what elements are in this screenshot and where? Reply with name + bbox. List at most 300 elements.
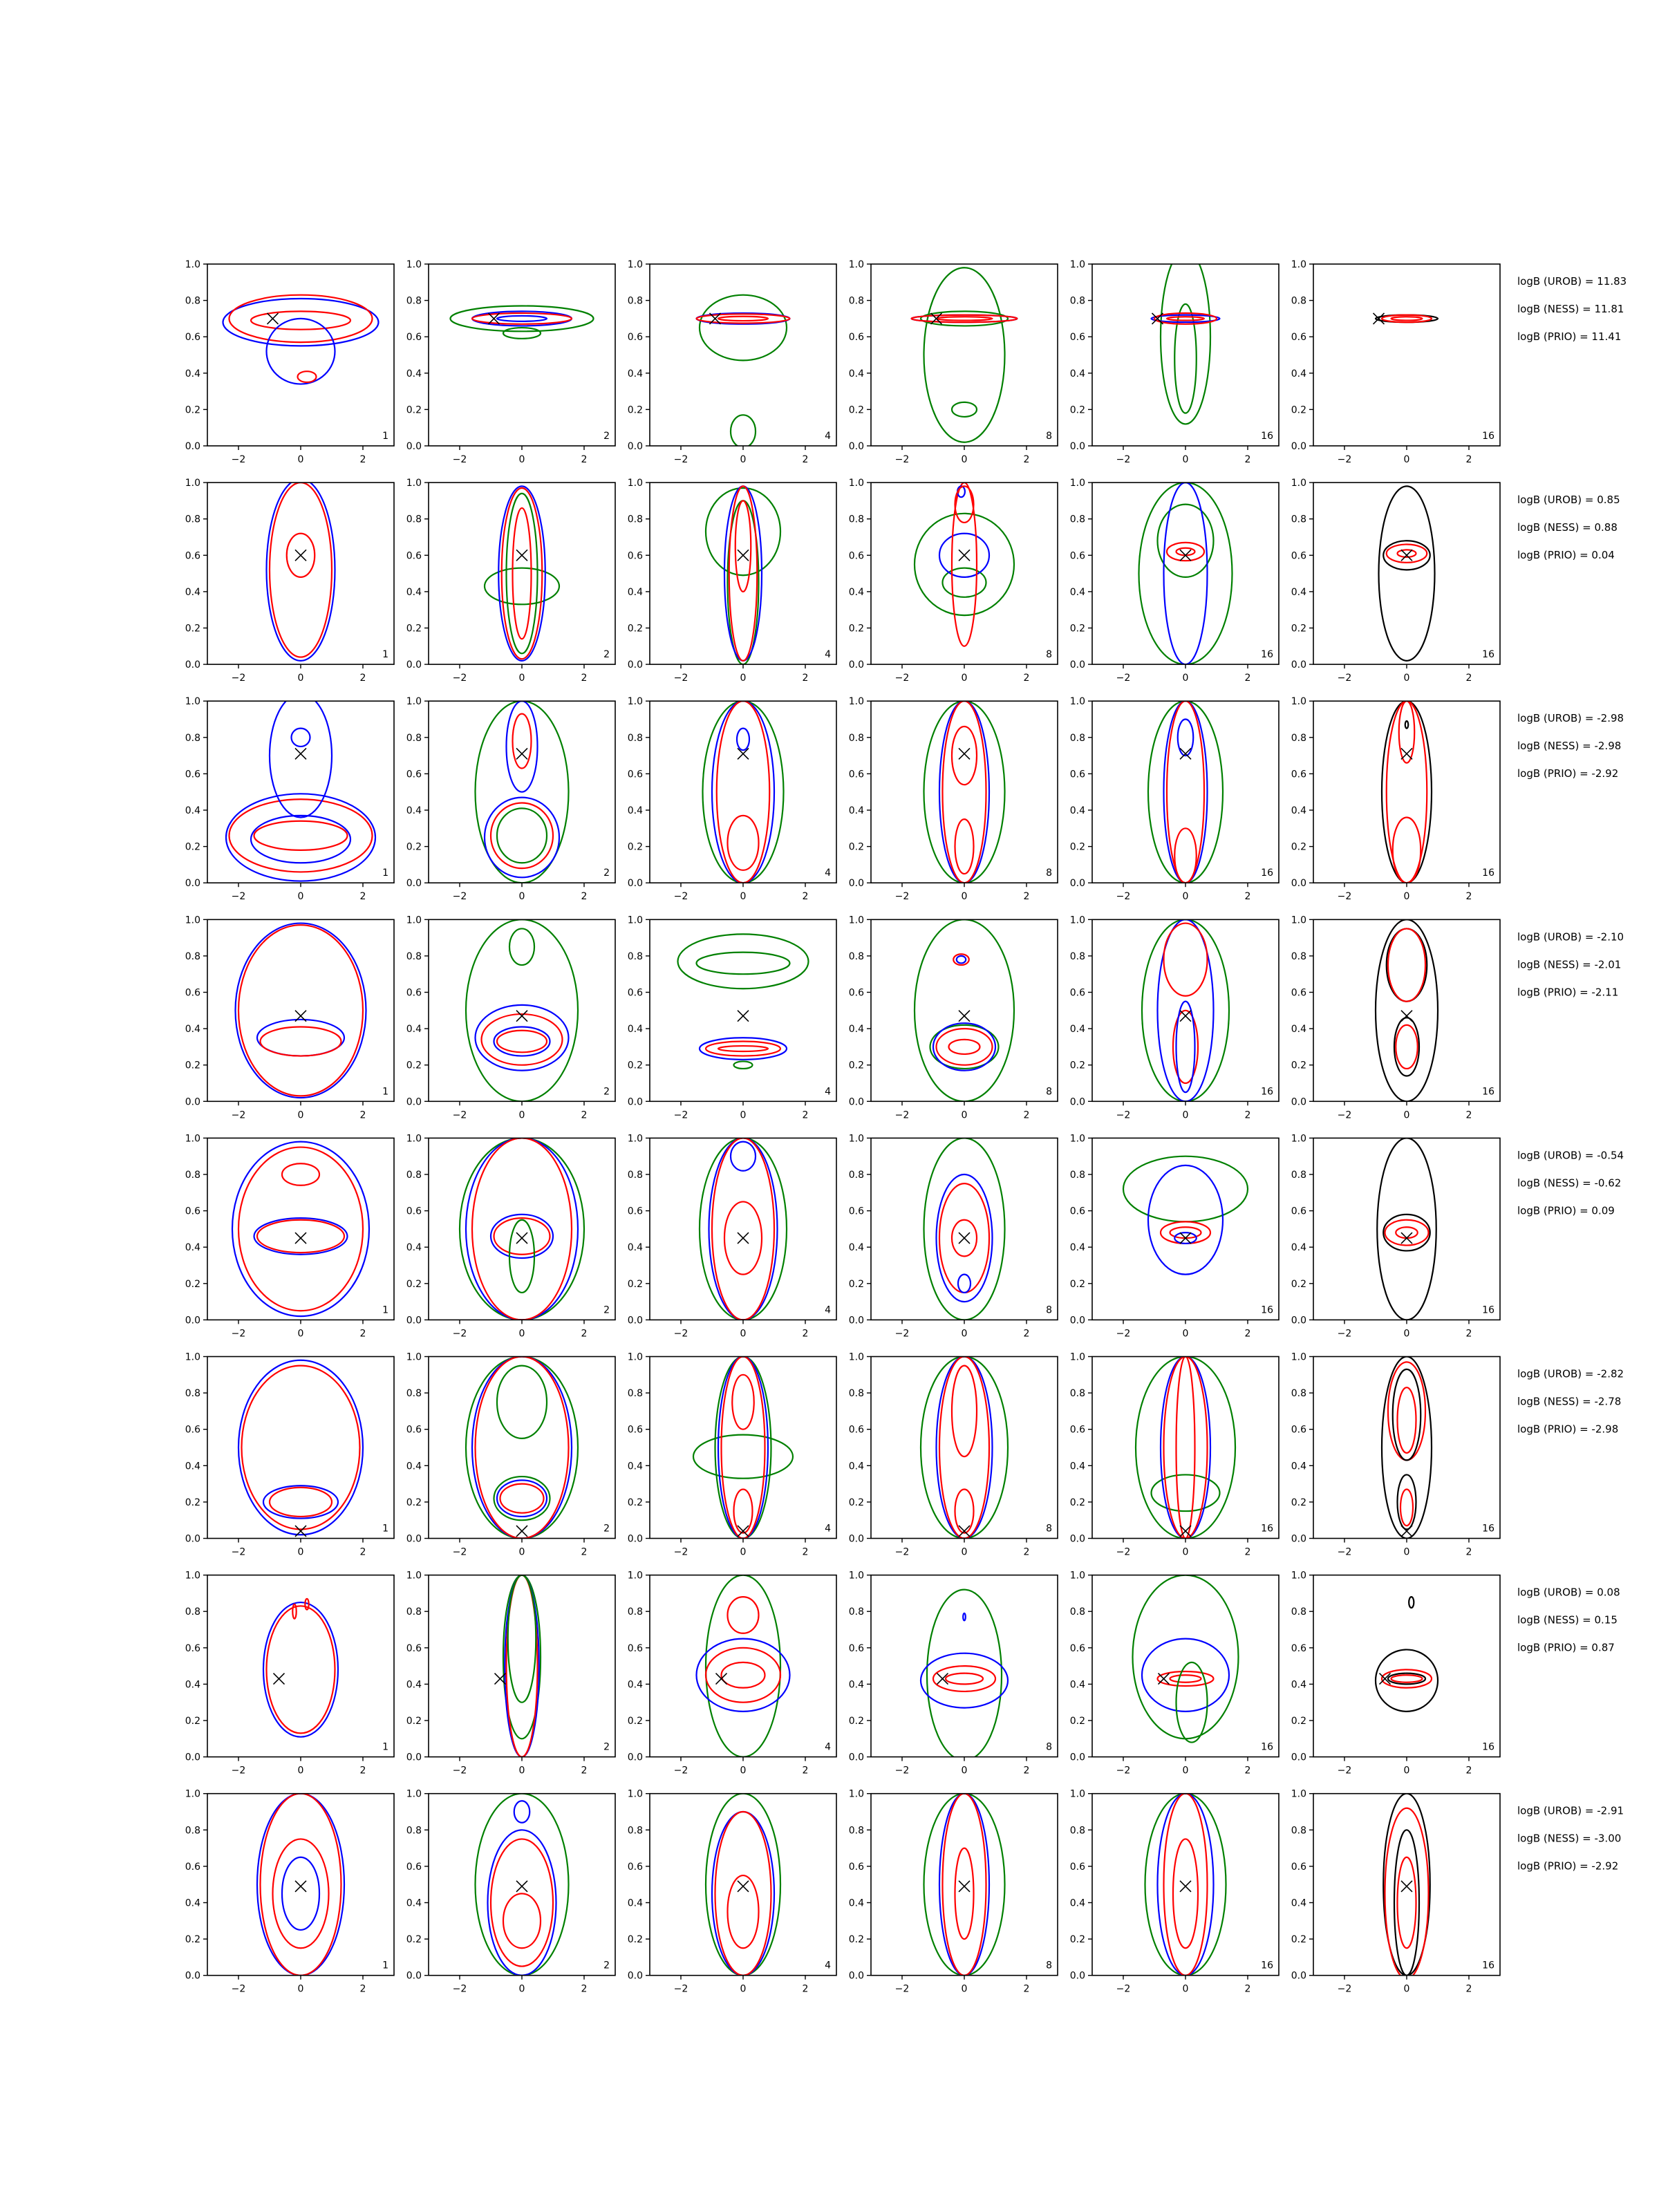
contour-group [1133,1575,1239,1743]
panel-iteration-label: 16 [1261,868,1273,879]
x-tick-label: 2 [1023,1546,1030,1558]
x-tick-label: 2 [359,1328,366,1340]
y-tick-label: 0.6 [185,332,200,344]
y-tick-label: 0.6 [627,332,643,344]
x-tick-label: −2 [1337,1765,1352,1777]
logb-annotation: logB (UROB) = 0.08 [1517,1586,1620,1599]
y-tick-label: 0.4 [848,368,864,379]
y-tick-label: 0.8 [1291,1825,1306,1837]
panel-r1-c5 [1070,250,1279,465]
y-tick-label: 0.4 [406,1679,422,1691]
panel-r7-c4 [849,1571,1058,1777]
y-tick-label: 0.8 [185,514,200,525]
true-parameter-marker [959,748,970,759]
contour-group [706,486,780,664]
x-tick-label: −2 [894,1546,910,1558]
true-parameter-marker [274,1674,285,1685]
contour-line-prio [731,415,756,447]
axes-frame [429,1575,615,1757]
y-tick-label: 0.4 [848,1242,864,1254]
y-tick-label: 0.0 [406,441,422,452]
contour-line-prio [508,1575,536,1703]
y-tick-label: 0.2 [406,1497,422,1508]
y-tick-label: 0.4 [185,368,200,379]
panel-r1-c2 [406,259,615,465]
y-tick-label: 0.4 [1291,586,1306,598]
x-tick-label: −2 [1116,673,1131,684]
contour-group [924,1794,1005,1976]
logb-annotation: logB (NESS) = 0.88 [1517,521,1618,534]
y-tick-label: 0.4 [848,1897,864,1909]
x-tick-label: 2 [1465,673,1472,684]
contour-line-urob [488,1830,556,1975]
x-tick-label: 2 [802,673,809,684]
y-tick-label: 0.8 [1069,732,1085,744]
contour-group [1376,1597,1438,1712]
contour-line-prio [1161,250,1210,424]
y-tick-label: 0.2 [406,404,422,416]
contour-line-urob [1164,482,1208,664]
y-tick-label: 0.0 [185,878,200,890]
x-tick-label: −2 [1337,1546,1352,1558]
x-tick-label: −2 [1337,1328,1352,1340]
y-tick-label: 0.0 [1291,659,1306,671]
y-tick-label: 0.0 [627,1315,643,1327]
y-tick-label: 0.2 [848,1497,864,1508]
y-tick-label: 0.2 [1069,1060,1085,1071]
y-tick-label: 0.4 [1069,1024,1085,1035]
y-tick-label: 0.8 [1069,1170,1085,1181]
contour-line-prio [715,1357,771,1539]
panel-r1-c1 [185,259,394,465]
logb-annotation: logB (UROB) = -2.91 [1517,1804,1624,1817]
x-tick-label: 0 [1182,1983,1189,1995]
contour-line-urob [514,1801,530,1823]
panel-iteration-label: 8 [1046,1086,1052,1098]
y-tick-label: 0.6 [627,1642,643,1654]
y-tick-label: 1.0 [627,1788,643,1800]
contour-line-ness [1167,701,1204,883]
y-tick-label: 0.6 [185,550,200,562]
y-tick-label: 0.6 [627,769,643,780]
contour-line-prio [924,701,1005,883]
panel-r7-c6 [1291,1571,1500,1777]
x-tick-label: 0 [1403,673,1410,684]
y-tick-label: 0.6 [848,550,864,562]
contour-group [1139,482,1232,664]
y-tick-label: 0.8 [1291,295,1306,307]
panel-iteration-label: 8 [1046,1304,1052,1316]
x-tick-label: 0 [518,673,525,684]
panel-iteration-label: 2 [603,1960,610,1971]
x-tick-label: −2 [231,454,246,465]
x-tick-label: −2 [231,1983,246,1995]
y-tick-label: 0.8 [848,732,864,744]
contour-line-ness [513,508,532,639]
y-tick-label: 0.0 [406,1533,422,1545]
contour-group [703,701,784,883]
contour-line-ness [952,1366,977,1456]
x-tick-label: 0 [961,1983,968,1995]
x-tick-label: 0 [740,1765,747,1777]
contour-line-prio [700,295,787,361]
panel-r2-c1 [185,478,394,684]
true-parameter-marker [295,1232,306,1244]
contour-line-ness [949,1040,980,1054]
y-tick-label: 0.2 [1291,1716,1306,1727]
x-tick-label: 2 [1465,1109,1472,1121]
y-tick-label: 0.0 [848,1096,864,1108]
y-tick-label: 0.0 [406,878,422,890]
y-tick-label: 1.0 [1291,915,1306,926]
y-tick-label: 0.4 [185,1679,200,1691]
axes-frame [650,919,836,1101]
x-tick-label: −2 [452,1765,467,1777]
contour-line-ness [267,1606,335,1733]
y-tick-label: 1.0 [1291,1351,1306,1363]
contour-group [232,1142,369,1316]
panel-r5-c4 [849,1133,1058,1339]
logb-annotation: logB (PRIO) = 0.09 [1517,1204,1615,1217]
x-tick-label: 0 [740,454,747,465]
contour-line-prio [1177,1662,1208,1743]
panel-iteration-label: 4 [825,1086,831,1098]
contour-line-prio [921,1357,1008,1539]
x-tick-label: 2 [1465,1765,1472,1777]
contour-line-prio [924,1794,1005,1976]
contour-group [476,1794,569,1976]
contour-group [697,1575,790,1757]
contour-line-ness [1177,548,1195,556]
contour-line-ness [298,371,317,382]
y-tick-label: 1.0 [848,1788,864,1800]
logb-annotation: logB (NESS) = -2.78 [1517,1395,1622,1408]
contour-line-ness [732,1375,754,1430]
y-tick-label: 0.4 [627,1024,643,1035]
contour-line-urob [1178,720,1194,756]
contour-group [263,1599,338,1737]
y-tick-label: 0.8 [185,950,200,962]
y-tick-label: 0.0 [1291,1096,1306,1108]
contour-line-ness [491,803,553,868]
contour-group [1379,486,1435,660]
true-parameter-marker [1401,1526,1412,1537]
contour-line-urob [963,1613,966,1621]
contour-group [1142,919,1229,1101]
y-tick-label: 0.2 [185,841,200,853]
x-tick-label: 2 [1244,891,1251,903]
y-tick-label: 1.0 [406,1788,422,1800]
logb-annotation: logB (PRIO) = 0.87 [1517,1641,1615,1654]
y-tick-label: 1.0 [185,478,200,489]
y-tick-label: 0.2 [1291,841,1306,853]
x-tick-label: −2 [1116,1328,1131,1340]
panel-r3-c3 [628,696,836,902]
contour-line-ness [1385,1808,1429,1979]
axes-frame [429,264,615,446]
y-tick-label: 0.4 [185,805,200,816]
y-tick-label: 0.2 [185,1497,200,1508]
contour-group [1382,701,1432,883]
panel-r8-c3 [628,1789,836,1995]
y-tick-label: 1.0 [1291,696,1306,708]
x-tick-label: −2 [231,1328,246,1340]
contour-line-ness [1398,1387,1416,1453]
y-tick-label: 0.2 [1291,1934,1306,1946]
contour-line-urob [1164,701,1208,883]
y-tick-label: 1.0 [627,915,643,926]
true-parameter-marker [738,1881,749,1892]
logb-annotation: logB (PRIO) = -2.11 [1517,986,1619,999]
y-tick-label: 1.0 [1069,915,1085,926]
logb-annotation: logB (UROB) = 11.83 [1517,275,1627,288]
y-tick-label: 0.2 [627,623,643,635]
x-tick-label: −2 [1337,1983,1352,1995]
x-tick-label: 0 [518,1546,525,1558]
y-tick-label: 0.2 [1069,404,1085,416]
y-tick-label: 0.0 [627,1096,643,1108]
x-tick-label: −2 [231,891,246,903]
x-tick-label: 0 [518,1328,525,1340]
y-tick-label: 0.4 [848,805,864,816]
contour-line-prio [921,311,1008,326]
y-tick-label: 0.2 [848,841,864,853]
contour-line-urob [957,956,966,964]
x-tick-label: 2 [1023,1765,1030,1777]
panel-iteration-label: 2 [603,1523,610,1535]
y-tick-label: 0.2 [406,1716,422,1727]
y-tick-label: 0.6 [185,1861,200,1873]
contour-line-ness [1388,1362,1425,1460]
panel-iteration-label: 16 [1261,1304,1273,1316]
y-tick-label: 1.0 [406,696,422,708]
true-parameter-marker [295,748,306,759]
y-tick-label: 0.8 [406,295,422,307]
y-tick-label: 0.8 [185,1606,200,1618]
x-tick-label: 0 [297,1328,304,1340]
logb-annotation: logB (UROB) = -2.10 [1517,930,1624,944]
y-tick-label: 0.0 [1069,1970,1085,1982]
x-tick-label: 2 [359,1983,366,1995]
y-tick-label: 0.2 [185,1278,200,1290]
y-tick-label: 0.0 [848,1533,864,1545]
contour-line-ness [1388,928,1425,1001]
y-tick-label: 0.8 [185,1825,200,1837]
contour-line-ness [728,1597,759,1633]
x-tick-label: 0 [740,891,747,903]
panel-r1-c3 [628,259,836,465]
y-tick-label: 0.4 [185,1024,200,1035]
y-tick-label: 0.6 [185,1642,200,1654]
y-tick-label: 1.0 [1069,1570,1085,1582]
axes-frame [1092,264,1279,446]
x-tick-label: −2 [894,1109,910,1121]
true-parameter-marker [738,550,749,561]
y-tick-label: 0.6 [1291,1642,1306,1654]
true-parameter-marker [516,1881,527,1892]
axes-frame [207,264,394,446]
x-tick-label: 2 [1244,1546,1251,1558]
axes-frame [871,482,1058,664]
y-tick-label: 0.6 [1069,769,1085,780]
contour-line-urob [292,729,310,747]
x-tick-label: −2 [1116,1546,1131,1558]
axes-frame [650,1357,836,1539]
panel-iteration-label: 2 [603,431,610,442]
contour-group [485,486,559,660]
y-tick-label: 0.2 [406,623,422,635]
logb-annotation: logB (NESS) = 11.81 [1517,303,1624,315]
y-tick-label: 0.4 [1291,1242,1306,1254]
y-tick-label: 0.0 [848,659,864,671]
logb-annotation: logB (PRIO) = -2.92 [1517,767,1619,780]
y-tick-label: 1.0 [1069,696,1085,708]
y-tick-label: 0.8 [406,950,422,962]
y-tick-label: 0.4 [406,586,422,598]
panel-r5-c1 [185,1133,394,1339]
y-tick-label: 0.2 [1069,1497,1085,1508]
y-tick-label: 0.2 [406,1060,422,1071]
contour-line-ness [305,1599,308,1610]
x-tick-label: 0 [740,1546,747,1558]
axes-frame [1313,482,1500,664]
panel-r4-c6 [1291,915,1500,1121]
contour-line-reference [1382,1357,1432,1539]
y-tick-label: 0.8 [627,950,643,962]
y-tick-label: 0.8 [1069,295,1085,307]
panel-r7-c5 [1070,1571,1279,1777]
y-tick-label: 0.0 [627,878,643,890]
contour-group [1152,250,1220,424]
x-tick-label: −2 [231,1109,246,1121]
contour-group [1148,701,1223,883]
y-tick-label: 0.2 [627,841,643,853]
contour-line-ness [229,799,373,872]
contour-line-prio [509,928,534,965]
y-tick-label: 0.4 [406,1897,422,1909]
y-tick-label: 0.8 [848,1606,864,1618]
contour-line-urob [498,486,545,660]
y-tick-label: 0.0 [185,1315,200,1327]
contour-line-prio [466,919,578,1101]
y-tick-label: 0.6 [1291,1861,1306,1873]
y-tick-label: 0.4 [1291,1024,1306,1035]
y-tick-label: 0.8 [406,1606,422,1618]
x-tick-label: 2 [359,1109,366,1121]
y-tick-label: 0.2 [848,1716,864,1727]
contour-line-urob [223,299,379,346]
y-tick-label: 0.6 [1069,987,1085,999]
y-tick-label: 0.0 [1291,1533,1306,1545]
panel-iteration-label: 1 [382,868,388,879]
y-tick-label: 0.8 [406,1388,422,1400]
x-tick-label: 0 [1182,1328,1189,1340]
y-tick-label: 1.0 [1069,1788,1085,1800]
panel-iteration-label: 2 [603,868,610,879]
y-tick-label: 0.4 [406,1461,422,1472]
contour-line-ness [722,1662,765,1688]
contour-line-urob [1148,1165,1223,1275]
contour-line-urob [958,1275,971,1293]
contour-line-ness [1398,1857,1416,1949]
contour-line-urob [718,1357,768,1539]
true-parameter-marker [516,1011,527,1022]
contour-line-ness [1173,1839,1198,1948]
x-tick-label: 2 [1465,891,1472,903]
contour-line-reference [1409,1597,1414,1608]
contour-line-ness [513,714,532,769]
x-tick-label: 0 [961,454,968,465]
contour-line-urob [933,1023,995,1070]
y-tick-label: 1.0 [185,915,200,926]
y-tick-label: 1.0 [627,1570,643,1582]
y-tick-label: 0.6 [1291,987,1306,999]
y-tick-label: 0.4 [1069,805,1085,816]
contour-line-prio [915,514,1014,615]
panel-r5-c3 [628,1133,836,1339]
contour-line-ness [722,1357,765,1539]
x-tick-label: 0 [518,1983,525,1995]
panel-iteration-label: 4 [825,1741,831,1753]
logb-annotation: logB (UROB) = 0.85 [1517,494,1620,507]
contour-line-urob [937,1357,993,1539]
contour-group [1376,919,1438,1101]
contour-line-ness [1164,924,1208,996]
contour-group [915,919,1014,1101]
y-tick-label: 0.4 [627,1461,643,1472]
x-tick-label: 2 [1465,1546,1472,1558]
panel-r2-c2 [406,478,615,684]
y-tick-label: 0.4 [1291,1461,1306,1472]
y-tick-label: 0.8 [848,514,864,525]
x-tick-label: 2 [581,1983,588,1995]
contour-group [1123,1156,1248,1275]
y-tick-label: 0.2 [1069,1278,1085,1290]
y-tick-label: 0.0 [406,1970,422,1982]
y-tick-label: 0.8 [627,1606,643,1618]
y-tick-label: 1.0 [406,915,422,926]
contour-line-urob [497,316,547,321]
y-tick-label: 0.4 [185,1897,200,1909]
y-tick-label: 1.0 [848,478,864,489]
y-tick-label: 0.0 [1291,878,1306,890]
x-tick-label: −2 [673,1109,688,1121]
y-tick-label: 0.0 [1069,1752,1085,1763]
contour-group [1136,1357,1235,1539]
panel-r5-c5 [1070,1133,1279,1339]
logb-annotation: logB (NESS) = -0.62 [1517,1177,1622,1190]
contour-line-urob [282,1857,319,1930]
contour-group [1376,315,1438,323]
y-tick-label: 0.6 [848,1861,864,1873]
y-tick-label: 0.2 [1291,1497,1306,1508]
y-tick-label: 0.0 [848,1752,864,1763]
contour-line-urob [238,1360,363,1535]
y-tick-label: 0.2 [848,404,864,416]
contour-line-ness [1382,1669,1432,1687]
x-tick-label: 2 [802,1109,809,1121]
y-tick-label: 0.2 [1069,1716,1085,1727]
y-tick-label: 0.8 [406,732,422,744]
y-tick-label: 1.0 [848,1133,864,1145]
x-tick-label: −2 [231,1765,246,1777]
y-tick-label: 0.0 [406,1096,422,1108]
y-tick-label: 0.6 [185,1206,200,1217]
contour-line-urob [263,1485,338,1518]
panel-r4-c1 [185,915,394,1121]
true-parameter-marker [959,1232,970,1244]
y-tick-label: 0.8 [406,514,422,525]
